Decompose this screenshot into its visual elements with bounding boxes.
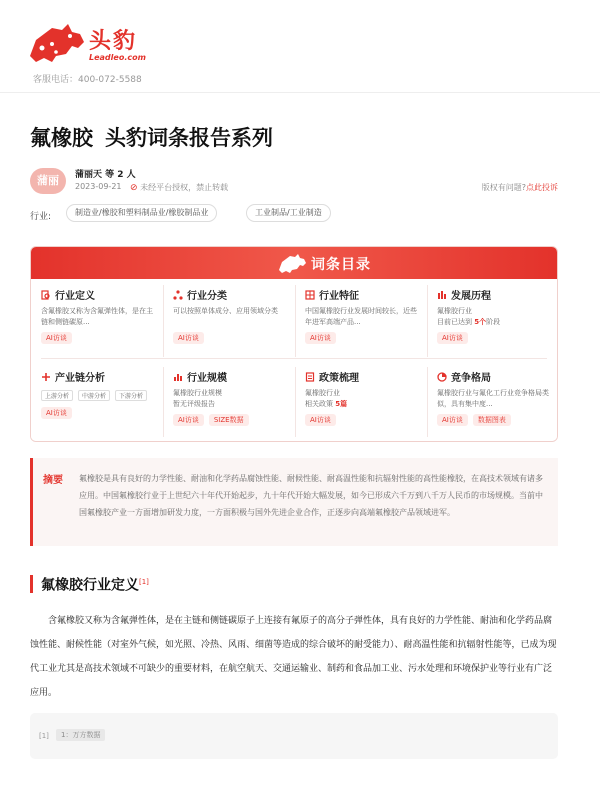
header-divider (0, 92, 600, 93)
toc-item-definition[interactable]: 行业定义 含氟橡胶又称为含氟弹性体，是在主链和侧链碳原... AI访谈 (41, 291, 153, 342)
abstract-text: 氟橡胶是具有良好的力学性能、耐油和化学药品腐蚀性能、耐候性能、耐高温性能和抗辐射性能的高性能橡胶，在高技术领域有诸多应用。中国氟橡胶行业于上世纪六十年代开始起步，九十年代开始大幅发展，如今已形成六千万到八千万人民币的市场规模。当前中国氟橡胶产业一方面增加研发力度，一方面积极与国外先进企业合作，正逐步向高端氟橡胶产品领域进军。 (79, 474, 543, 517)
toc-title: 词条目录 (311, 257, 371, 273)
upstream-chip[interactable]: 上游分析 (41, 390, 73, 401)
brand-url: Leadleo.com (89, 53, 146, 62)
report-title: 氟橡胶 (30, 126, 93, 150)
brand-name: 头豹 (89, 29, 138, 54)
avatar: 蒲丽 (30, 168, 66, 194)
chain-icon (41, 372, 51, 382)
page-title (30, 122, 273, 152)
toc-item-classification[interactable]: 行业分类 可以按照单体成分、应用领域分类 AI访谈 (163, 279, 295, 359)
grid-icon (305, 290, 315, 300)
ai-interview-chip[interactable]: AI访谈 (305, 332, 336, 344)
toc-item-features[interactable]: 行业特征 中国氟橡胶行业发展时间较长，近些年进军高端产品... AI访谈 (305, 291, 417, 342)
section-body: 含氟橡胶又称为含氟弹性体，是在主链和侧链碳原子上连接有氟原子的高分子弹性体，具有良好的力学性能、耐油和化学药品腐蚀性能、耐候性能（对室外气候，如光照、冷热、风雨、细菌等造成的综合破坏的耐受能力）、耐高温性能和抗辐射性能等，已成为现代工业尤其是高技术领域不可缺少的重要材料，在航空航天、交通运输业、制药和食品加工业、污水处理和环境保护业等行业有广泛应用。 (30, 616, 557, 698)
search-doc-icon (41, 290, 51, 300)
ai-interview-chip[interactable]: AI访谈 (173, 414, 204, 426)
toc-divider (427, 367, 428, 437)
hierarchy-icon (173, 290, 183, 300)
toc-item-chain[interactable]: 产业链分析 上游分析 中游分析 下游分析 AI访谈 (31, 361, 163, 441)
ai-interview-chip[interactable]: AI访谈 (437, 332, 468, 344)
toc-divider (295, 285, 296, 357)
abstract-box (30, 458, 558, 546)
complaint-link[interactable]: 点此投诉 (526, 183, 558, 192)
industry-label: 行业: (30, 212, 52, 222)
industry-tag[interactable]: 工业制品/工业制造 (246, 204, 331, 222)
toc-item-policy[interactable]: 政策梳理 氟橡胶行业 相关政策 5篇 AI访谈 (295, 361, 427, 441)
footnote-ref[interactable]: [1] (139, 578, 149, 586)
ai-interview-chip[interactable]: AI访谈 (173, 332, 204, 344)
toc-item-desc: 可以按照单体成分、应用领域分类 (173, 307, 278, 315)
author-name[interactable]: 蒲丽天 等 2 人 (75, 170, 136, 180)
ban-icon: ⊘ (130, 183, 138, 193)
ai-interview-chip[interactable]: AI访谈 (305, 414, 336, 426)
toc-item-desc: 氟橡胶行业 目前已达到 5个阶段 (437, 307, 501, 326)
toc-item-desc: 氟橡胶行业与氟化工行业竞争格局类似，具有集中度... (437, 389, 549, 408)
report-series: 头豹词条报告系列 (105, 126, 273, 150)
hotline: 客服电话：400-072-5588 (33, 75, 142, 85)
ai-interview-chip[interactable]: AI访谈 (41, 407, 72, 419)
data-chart-chip[interactable]: 数据图表 (473, 414, 511, 426)
toc-divider (41, 358, 547, 359)
toc-item-competition[interactable]: 竞争格局 氟橡胶行业与氟化工行业竞争格局类似，具有集中度... AI访谈 数据图表 (437, 373, 549, 424)
toc-divider (163, 367, 164, 437)
copy-notice: ⊘ 未经平台授权，禁止转载 (130, 183, 229, 193)
leopard-logo-icon (277, 252, 307, 274)
history-icon (437, 290, 447, 300)
toc-item-scale[interactable]: 行业规模 氟橡胶行业规模 暂无评级报告 AI访谈 SIZE数据 (163, 361, 295, 441)
publish-date: 2023-09-21 (75, 182, 122, 191)
reference-number: [1] (39, 732, 49, 740)
ai-interview-chip[interactable]: AI访谈 (437, 414, 468, 426)
copyright-row: 版权有问题?点此投诉 (481, 183, 558, 192)
toc-item-desc: 中国氟橡胶行业发展时间较长，近些年进军高端产品... (305, 307, 417, 326)
ai-interview-chip[interactable]: AI访谈 (41, 332, 72, 344)
toc-item-desc: 氟橡胶行业规模 暂无评级报告 (173, 389, 222, 408)
toc-item-history[interactable]: 发展历程 氟橡胶行业 目前已达到 5个阶段 AI访谈 (427, 279, 558, 359)
reference-box (30, 713, 558, 759)
policy-icon (305, 372, 315, 382)
downstream-chip[interactable]: 下游分析 (115, 390, 147, 401)
pie-chart-icon (437, 372, 447, 382)
toc-item-desc: 含氟橡胶又称为含氟弹性体，是在主链和侧链碳原... (41, 307, 153, 326)
reference-source[interactable]: 1：万方数据 (56, 729, 105, 741)
toc-item-desc: 氟橡胶行业 相关政策 5篇 (305, 389, 348, 408)
toc-divider (295, 367, 296, 437)
abstract-label: 摘要 (43, 475, 63, 486)
midstream-chip[interactable]: 中游分析 (78, 390, 110, 401)
toc-grid (31, 279, 557, 442)
toc-divider (163, 285, 164, 357)
industry-tag[interactable]: 制造业/橡胶和塑料制品业/橡胶制品业 (66, 204, 217, 222)
section-title: 氟橡胶行业定义[1] (30, 575, 149, 593)
toc-panel (30, 246, 558, 442)
toc-header (31, 247, 557, 279)
size-data-chip[interactable]: SIZE数据 (209, 414, 249, 426)
toc-divider (427, 285, 428, 357)
bar-chart-icon (173, 372, 183, 382)
